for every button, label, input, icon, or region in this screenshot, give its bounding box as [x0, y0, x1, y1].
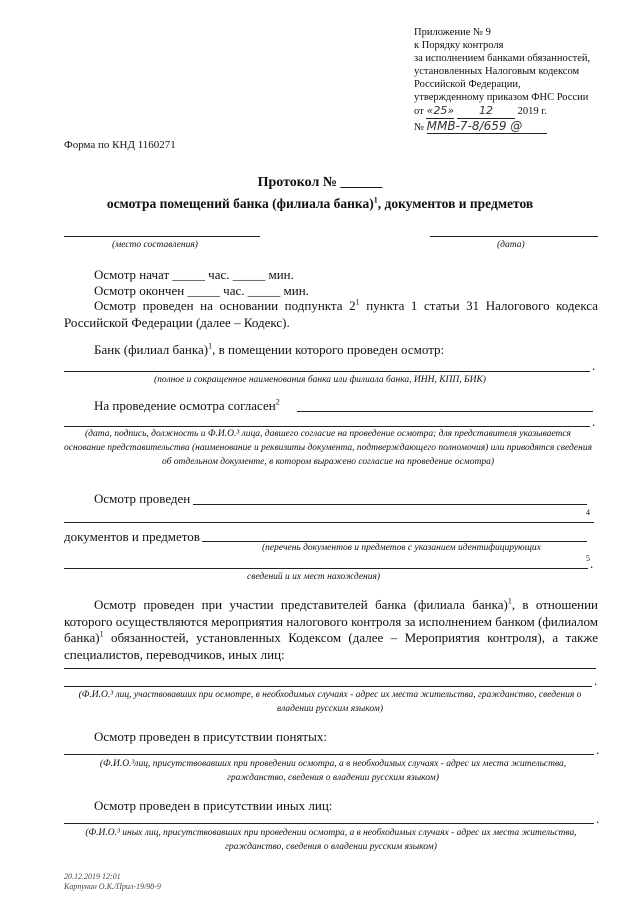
- appendix-date-row: [414, 105, 547, 119]
- appendix-number-row: [414, 120, 547, 135]
- date-line: [430, 236, 598, 237]
- protocol-subtitle: [0, 196, 640, 212]
- date-from-label: от: [414, 106, 424, 117]
- order-number: ММВ-7-8/659 @: [427, 120, 547, 134]
- participants-line-2: [64, 686, 592, 687]
- documents-label: документов и предметов: [64, 529, 200, 544]
- consent-caption: (дата, подпись, должность и Ф.И.О.³ лица, давшего согласие на проведение осмотра; для представителя указывается основание представительства (наименование и реквизиты документа, подтверждающего полномочия) или приводятся сведения об отдельном документе, в котором выражено согласие на проведение осмотра): [64, 429, 592, 467]
- conducted-footnote: 4: [586, 508, 590, 517]
- subtitle-footnote: 1: [373, 195, 378, 205]
- date-year: 2019 г.: [517, 106, 547, 117]
- subtitle-part-2: , документов и предметов: [377, 196, 534, 211]
- participants-caption: (Ф.И.О.³ лиц, участвовавших при осмотре, в необходимых случаях - адрес их места жительства, гражданство, сведения о владении русским языком): [78, 690, 582, 714]
- footer-timestamp: 20.12.2019 12:01: [64, 872, 121, 881]
- basis-footnote: 1: [355, 297, 360, 307]
- consent-line-1: [297, 411, 593, 412]
- form-code: Форма по КНД 1160271: [64, 139, 176, 151]
- documents-caption-1: (перечень документов и предметов с указанием идентифицирующих: [262, 543, 541, 553]
- consent-label: [94, 398, 280, 414]
- participants-line-1: [64, 668, 596, 669]
- appendix-line-1: Приложение № 9: [414, 27, 491, 38]
- basis-part-1: Осмотр проведен на основании подпункта 2: [94, 298, 356, 313]
- bank-label-part-2: , в помещении которого проведен осмотр:: [212, 342, 445, 357]
- date-month: 12: [457, 105, 515, 119]
- conducted-label: Осмотр проведен: [94, 491, 191, 506]
- others-caption: (Ф.И.О.³ иных лиц, присутствовавших при проведении осмотра, а в необходимых случаях - адрес их места жительства, гражданство, сведения о владении русским языком): [85, 828, 577, 852]
- bank-line: [64, 371, 590, 372]
- number-label: №: [414, 122, 425, 133]
- basis-part-2: пункта 1 статьи 31 Налогового кодекса Российской Федерации (далее – Кодекс).: [64, 298, 599, 330]
- documents-line-2: [64, 568, 588, 569]
- participants-part-2: , в отношении которого осуществляются мероприятия налогового контроля за исполнением банком (филиалом банка): [64, 597, 598, 645]
- inspection-end: Осмотр окончен _____ час. _____ мин.: [94, 283, 309, 298]
- appendix-line-4: установленных Налоговым кодексом: [414, 66, 580, 77]
- subtitle-part-1: осмотра помещений банка (филиала банка): [106, 196, 374, 211]
- documents-footnote: 5: [586, 554, 590, 563]
- place-line: [64, 236, 260, 237]
- conducted-line-1: [193, 504, 587, 505]
- date-caption: (дата): [497, 240, 525, 250]
- inspection-basis: [64, 298, 598, 331]
- bank-label: [94, 342, 444, 358]
- documents-caption-2: сведений и их мест нахождения): [247, 572, 381, 582]
- participants-part-1: Осмотр проведен при участии представителей банка (филиала банка): [94, 597, 508, 612]
- others-label: Осмотр проведен в присутствии иных лиц:: [94, 798, 333, 813]
- bank-label-part-1: Банк (филиал банка): [94, 342, 209, 357]
- witnesses-caption: (Ф.И.О.³лиц, присутствовавших при проведении осмотра, а в необходимых случаях - адрес их места жительства, гражданство, сведения о владении русским языком): [99, 759, 567, 783]
- date-day: «25»: [426, 104, 455, 117]
- participants-text: [64, 597, 598, 663]
- participants-part-3: обязанностей, установленных Кодексом (далее – Мероприятия контроля), а также специалистов, переводчиков, иных лиц:: [64, 630, 598, 662]
- place-caption: (место составления): [112, 240, 198, 250]
- participants-footnote-2: 1: [99, 629, 104, 639]
- consent-label-text: На проведение осмотра согласен: [94, 398, 276, 413]
- bank-caption: (полное и сокращенное наименования банка или филиала банка, ИНН, КПП, БИК): [154, 375, 486, 385]
- conducted-line-2: [64, 522, 594, 523]
- protocol-title: Протокол № ______: [257, 175, 383, 190]
- appendix-line-5: Российской Федерации,: [414, 79, 521, 90]
- inspection-start: Осмотр начат _____ час. _____ мин.: [94, 267, 294, 282]
- participants-footnote-1: 1: [507, 596, 512, 606]
- appendix-line-2: к Порядку контроля: [414, 40, 504, 51]
- consent-footnote: 2: [275, 397, 280, 407]
- witnesses-label: Осмотр проведен в присутствии понятых:: [94, 729, 327, 744]
- appendix-line-6: утвержденному приказом ФНС России: [414, 92, 589, 103]
- witnesses-line: [64, 754, 594, 755]
- bank-footnote: 1: [208, 341, 213, 351]
- appendix-line-3: за исполнением банками обязанностей,: [414, 53, 591, 64]
- others-line: [64, 823, 594, 824]
- footer-author: Карпунин О.К./Прил-19/98-9: [64, 882, 161, 891]
